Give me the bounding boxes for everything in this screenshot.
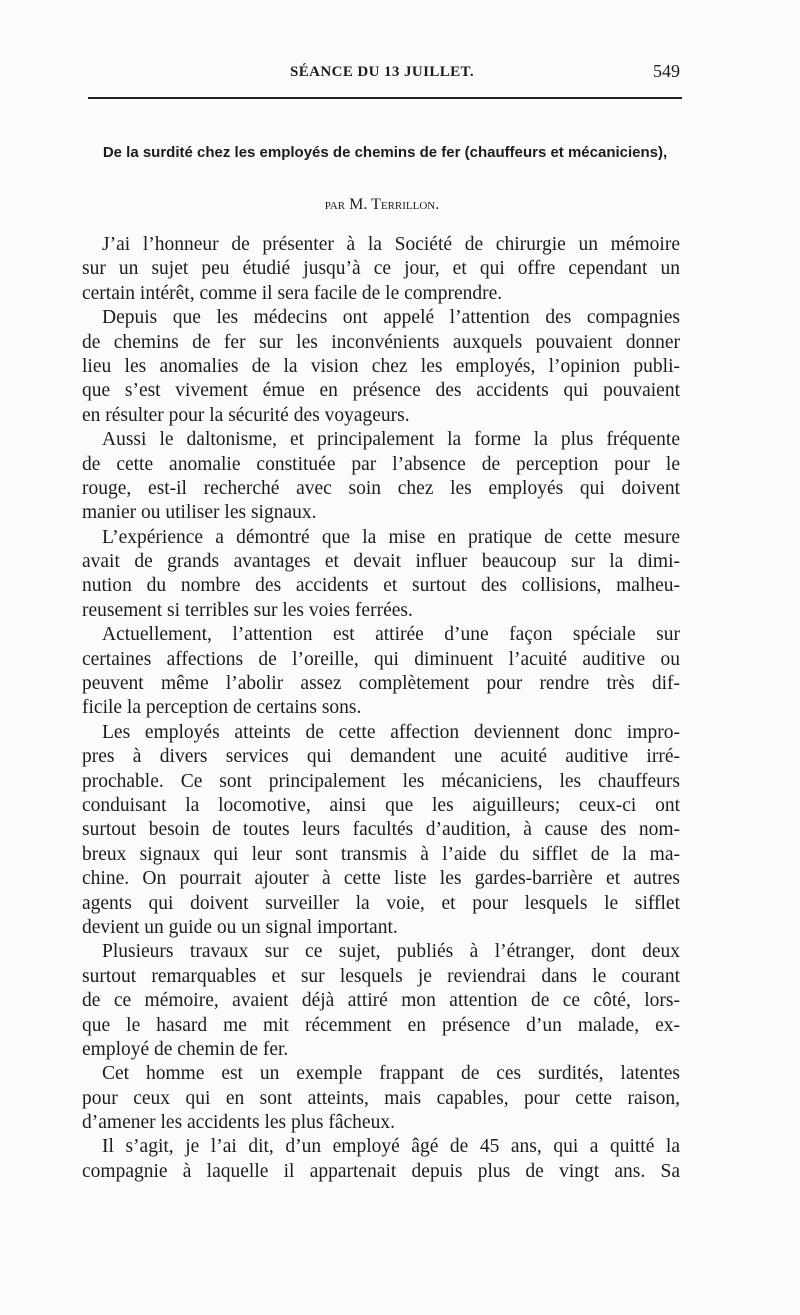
- text-line: avait de grands avantages et devait influer beaucoup sur la dimi-: [82, 551, 680, 573]
- running-header: [82, 58, 682, 88]
- text-line: peuvent même l’abolir assez complètement pour rendre très dif-: [82, 673, 680, 695]
- text-line: Actuellement, l’attention est attirée d’une façon spéciale sur: [102, 624, 680, 646]
- text-line: J’ai l’honneur de présenter à la Société de chirurgie un mémoire: [102, 234, 680, 255]
- running-title: SÉANCE DU 13 JUILLET.: [290, 64, 474, 80]
- text-line: breux signaux qui leur sont transmis à l’aide du sifflet de la ma-: [82, 843, 680, 865]
- text-line: nution du nombre des accidents et surtout des collisions, malheu-: [82, 575, 680, 597]
- text-line: devient un guide ou un signal important.: [82, 916, 398, 938]
- text-line: conduisant la locomotive, ainsi que les aiguilleurs; ceux-ci ont: [82, 794, 680, 816]
- text-line: d’amener les accidents les plus fâcheux.: [82, 1112, 395, 1134]
- text-line: Plusieurs travaux sur ce sujet, publiés à l’étranger, dont deux: [102, 941, 680, 963]
- text-line: Les employés atteints de cette affection deviennent donc impro-: [102, 721, 680, 743]
- text-line: ficile la perception de certains sons.: [82, 697, 362, 719]
- page-number: 549: [653, 61, 680, 81]
- article-byline: par M. Terrillon.: [324, 196, 440, 213]
- text-line: que s’est vivement émue en présence des accidents qui pouvaient: [82, 380, 680, 402]
- header-rule: [88, 97, 682, 99]
- text-line: Aussi le daltonisme, et principalement la forme la plus fréquente: [102, 429, 680, 451]
- text-line: prochable. Ce sont principalement les mécaniciens, les chauffeurs: [82, 770, 680, 792]
- text-line: pres à divers services qui demandent une acuité auditive irré-: [82, 746, 680, 768]
- text-line: L’expérience a démontré que la mise en pratique de cette mesure: [102, 526, 680, 548]
- article-body: [82, 233, 680, 1184]
- text-line: lieu les anomalies de la vision chez les employés, l’opinion publi-: [82, 355, 680, 377]
- text-line: employé de chemin de fer.: [82, 1038, 289, 1060]
- text-line: Il s’agit, je l’ai dit, d’un employé âgé de 45 ans, qui a quitté la: [102, 1136, 680, 1158]
- text-line: de cette anomalie constituée par l’absence de perception pour le: [82, 453, 680, 475]
- text-line: pour ceux qui en sont atteints, mais capables, pour cette raison,: [82, 1087, 680, 1109]
- text-line: de chemins de fer sur les inconvénients auxquels pouvaient donner: [82, 331, 680, 353]
- text-line: en résulter pour la sécurité des voyageurs.: [82, 404, 410, 426]
- text-line: manier ou utiliser les signaux.: [82, 502, 317, 524]
- text-line: certaines affections de l’oreille, qui diminuent l’acuité auditive ou: [82, 648, 680, 670]
- text-line: que le hasard me mit récemment en présence d’un malade, ex-: [82, 1014, 680, 1036]
- text-line: surtout besoin de toutes leurs facultés d’audition, à cause des nom-: [82, 819, 680, 841]
- text-line: Cet homme est un exemple frappant de ces surdités, latentes: [102, 1063, 680, 1085]
- text-line: rouge, est-il recherché avec soin chez les employés qui doivent: [82, 477, 680, 499]
- text-line: compagnie à laquelle il appartenait depuis plus de vingt ans. Sa: [82, 1160, 680, 1182]
- text-line: certain intérêt, comme il sera facile de le comprendre.: [82, 282, 503, 304]
- text-line: agents qui doivent surveiller la voie, et pour lesquels le sifflet: [82, 892, 680, 914]
- text-line: Depuis que les médecins ont appelé l’attention des compagnies: [102, 307, 680, 329]
- text-line: chine. On pourrait ajouter à cette liste les gardes-barrière et autres: [82, 868, 680, 890]
- text-line: surtout remarquables et sur lesquels je reviendrai dans le courant: [82, 965, 680, 987]
- text-line: de ce mémoire, avaient déjà attiré mon attention de ce côté, lors-: [82, 990, 680, 1012]
- article-title: De la surdité chez les employés de chemins de fer (chauffeurs et mécaniciens),: [102, 144, 668, 161]
- text-line: sur un sujet peu étudié jusqu’à ce jour, et qui offre cependant un: [82, 258, 680, 280]
- text-line: reusement si terribles sur les voies ferrées.: [82, 599, 413, 621]
